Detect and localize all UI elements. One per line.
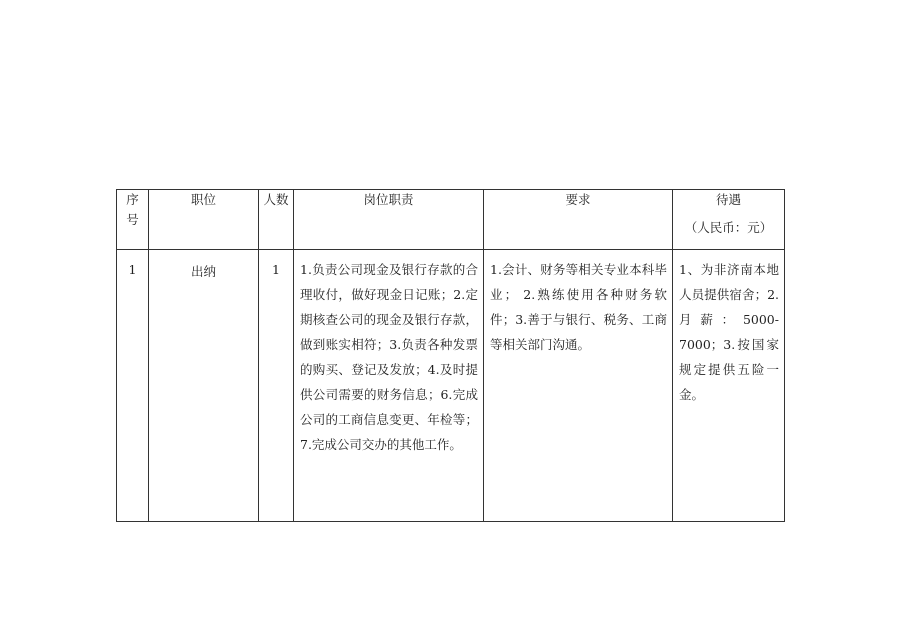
row-no: 1 bbox=[117, 250, 149, 522]
header-benefits-currency: （人民币：元） bbox=[684, 220, 773, 235]
header-benefits-title: 待遇 bbox=[715, 192, 741, 207]
row-requirements-text: 1.会计、财务等相关专业本科毕业； 2.熟练使用各种财务软件；3.善于与银行、税务、工商等相关部门沟通。 bbox=[490, 262, 667, 352]
row-benefits bbox=[673, 250, 785, 522]
header-no-text: 序号 bbox=[126, 192, 139, 227]
table-row bbox=[117, 250, 785, 522]
job-table bbox=[116, 189, 785, 522]
row-duties bbox=[294, 250, 484, 522]
header-duties: 岗位职责 bbox=[294, 190, 484, 250]
header-no bbox=[117, 190, 149, 250]
row-count: 1 bbox=[259, 250, 294, 522]
row-benefits-text: 1、为非济南本地人员提供宿舍；2.月薪：5000-7000；3.按国家规定提供五险一金。 bbox=[679, 262, 779, 402]
header-position: 职位 bbox=[149, 190, 259, 250]
header-benefits bbox=[673, 190, 785, 250]
row-duties-text: 1.负责公司现金及银行存款的合理收付，做好现金日记账；2.定期核查公司的现金及银行存款，做到账实相符；3.负责各种发票的购买、登记及发放；4.及时提供公司需要的财务信息；6.完成公司的工商信息变更、年检等；7.完成公司交办的其他工作。 bbox=[300, 262, 478, 452]
header-requirements: 要求 bbox=[484, 190, 673, 250]
row-requirements bbox=[484, 250, 673, 522]
header-count: 人数 bbox=[259, 190, 294, 250]
header-row bbox=[117, 190, 785, 250]
row-position: 出纳 bbox=[149, 250, 259, 522]
